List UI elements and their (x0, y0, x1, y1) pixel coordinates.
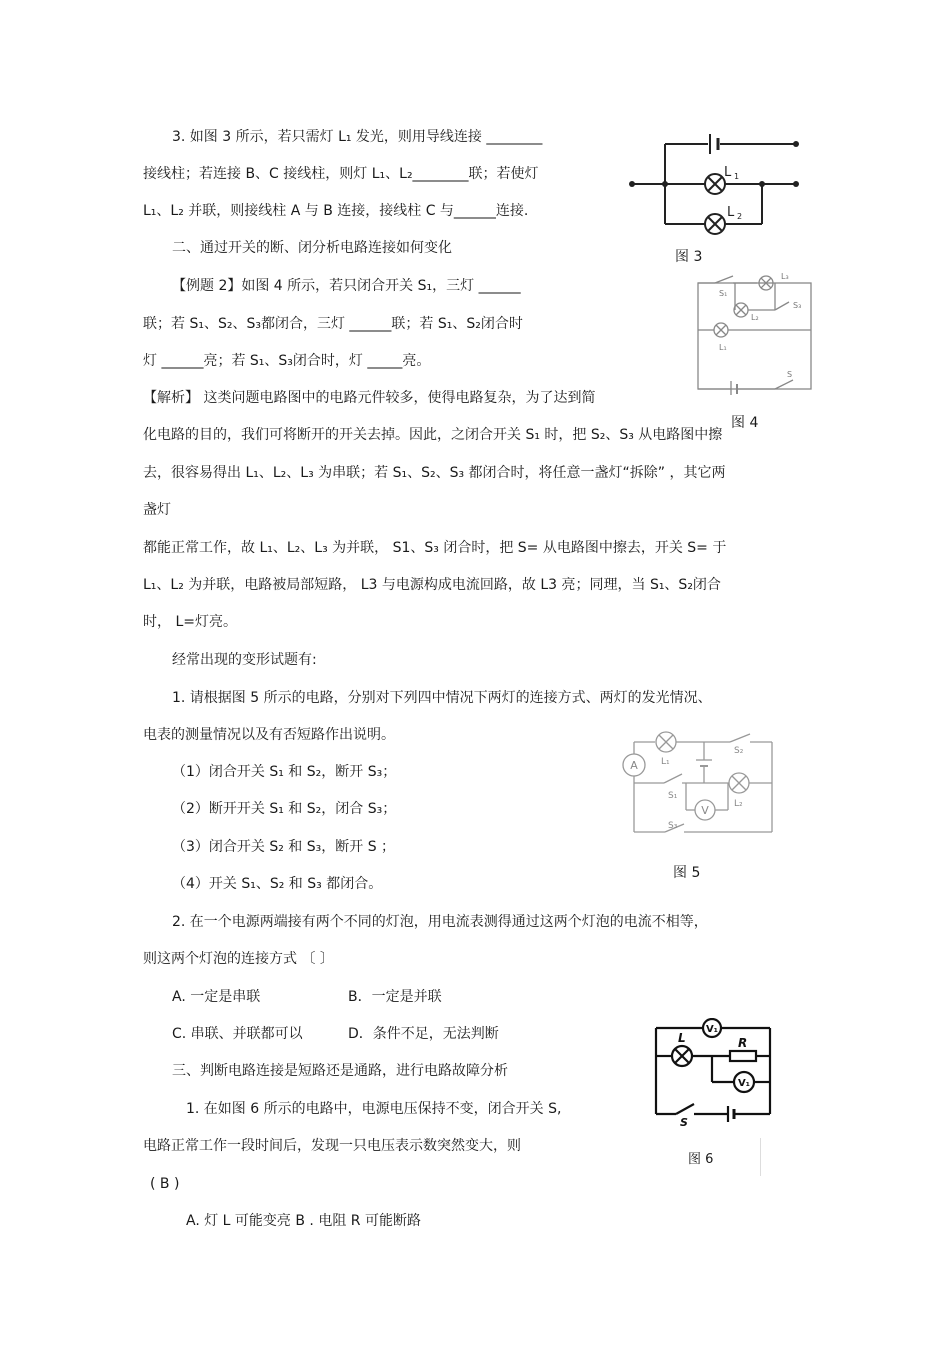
option-c: C. 串联、并联都可以 (172, 1026, 303, 1042)
fault-question-line-1: 1. 在如图 6 所示的电路中，电源电压保持不变，闭合开关 S, (186, 1101, 562, 1117)
analysis-line-6: L₁、L₂ 为并联，电路被局部短路， L3 与电源构成电流回路，故 L3 亮；同理，当 S₁、S₂闭合 (143, 577, 721, 593)
fig3-label-l2-sub: 2 (737, 212, 743, 221)
fig4-label-s1: S₁ (719, 289, 728, 298)
example-2-line-1: 【例题 2】如图 4 所示，若只闭合开关 S₁，三灯 ______ (172, 278, 521, 294)
figure-6-divider (760, 1138, 761, 1176)
figure-3-caption: 图 3 (675, 249, 703, 265)
section-3-heading: 三、判断电路连接是短路还是通路，进行电路故障分析 (172, 1063, 508, 1079)
analysis-line-1: 【解析】 这类问题电路图中的电路元件较多，使得电路复杂，为了达到简 (143, 390, 596, 406)
fig4-label-s3: S₃ (793, 301, 802, 310)
fig5-label-l1: L₁ (661, 757, 670, 767)
figure-6-circuit (650, 1018, 775, 1128)
figure-5-circuit (620, 728, 805, 838)
fig6-lamp-label: L (678, 1031, 686, 1045)
fig3-label-l2: L (727, 205, 735, 220)
variant-1-case-4: （4）开关 S₁、S₂ 和 S₃ 都闭合。 (172, 876, 383, 892)
fig6-v1-right-label: V₁ (737, 1078, 751, 1089)
option-d: D．条件不足，无法判断 (348, 1026, 499, 1042)
fig4-label-l2: L₂ (751, 313, 759, 322)
fig3-label-l1: L (724, 165, 732, 180)
analysis-line-2: 化电路的目的，我们可将断开的开关去掉。因此，之闭合开关 S₁ 时，把 S₂、S₃ 从电路图中擦 (143, 427, 723, 443)
fig4-label-s: S (787, 370, 793, 379)
figure-4-circuit (695, 270, 820, 395)
fig4-label-l3: L₃ (781, 272, 789, 281)
example-2-line-2: 联；若 S₁、S₂、S₃都闭合，三灯 ______联；若 S₁、S₂闭合时 (143, 316, 523, 332)
fault-question-line-2: 电路正常工作一段时间后，发现一只电压表示数突然变大，则 (143, 1138, 521, 1154)
variant-1-line-2: 电表的测量情况以及有否短路作出说明。 (143, 727, 395, 743)
fig3-label-l1-sub: 1 (734, 172, 740, 181)
variant-2-line-1: 2. 在一个电源两端接有两个不同的灯泡，用电流表测得通过这两个灯泡的电流不相等， (172, 914, 708, 930)
fig5-label-s3: S₃ (668, 821, 678, 831)
analysis-line-5: 都能正常工作，故 L₁、L₂、L₃ 为并联， S1、S₃ 闭合时，把 S= 从电路图中擦去，开关 S= 于 (143, 540, 727, 556)
figure-4-caption: 图 4 (731, 415, 759, 431)
figure-5-caption: 图 5 (673, 865, 701, 881)
fault-options: A. 灯 L 可能变亮 B . 电阻 R 可能断路 (186, 1213, 421, 1229)
variant-heading: 经常出现的变形试题有: (172, 652, 317, 668)
variant-1-line-1: 1. 请根据图 5 所示的电路，分别对下列四中情况下两灯的连接方式、两灯的发光情况、 (172, 690, 712, 706)
fig6-switch-label: S (680, 1116, 688, 1128)
fig5-label-s2: S₂ (734, 746, 744, 756)
question-3-line-3: L₁、L₂ 并联，则接线柱 A 与 B 连接，接线柱 C 与______连接. (143, 203, 529, 219)
option-b: B．一定是并联 (348, 989, 442, 1005)
variant-1-case-3: （3）闭合开关 S₂ 和 S₃，断开 S ； (172, 839, 396, 855)
fig6-resistor-label: R (738, 1036, 748, 1050)
option-a: A. 一定是串联 (172, 989, 261, 1005)
analysis-line-7: 时， L=灯亮。 (143, 614, 237, 630)
question-3-line-2: 接线柱；若连接 B、C 接线柱，则灯 L₁、L₂________联；若使灯 (143, 166, 539, 182)
fig5-ammeter-label: A (630, 759, 638, 772)
section-2-heading: 二、通过开关的断、闭分析电路连接如何变化 (172, 240, 452, 256)
fig4-label-l1: L₁ (719, 343, 727, 352)
variant-2-line-2: 则这两个灯泡的连接方式 〔 〕 (143, 951, 334, 967)
analysis-line-3: 去，很容易得出 L₁、L₂、L₃ 为串联；若 S₁、S₂、S₃ 都闭合时，将任意一盏灯“拆除” ，其它两 (143, 465, 726, 481)
fault-answer: ( B ) (150, 1176, 180, 1192)
fig5-label-l2: L₂ (734, 799, 743, 809)
figure-3-circuit (622, 122, 807, 237)
analysis-line-4: 盏灯 (143, 502, 171, 518)
variant-1-case-1: （1）闭合开关 S₁ 和 S₂，断开 S₃； (172, 764, 397, 780)
example-2-line-3: 灯 ______亮；若 S₁、S₃闭合时，灯 _____亮。 (143, 353, 431, 369)
question-3-line-1: 3. 如图 3 所示，若只需灯 L₁ 发光，则用导线连接 ________ (172, 129, 543, 145)
fig6-v1-top-label: V₁ (705, 1024, 719, 1035)
figure-6-caption: 图 6 (688, 1152, 714, 1167)
variant-1-case-2: （2）断开开关 S₁ 和 S₂，闭合 S₃； (172, 801, 397, 817)
fig5-voltmeter-label: V (701, 804, 709, 817)
fig5-label-s1: S₁ (668, 791, 678, 801)
